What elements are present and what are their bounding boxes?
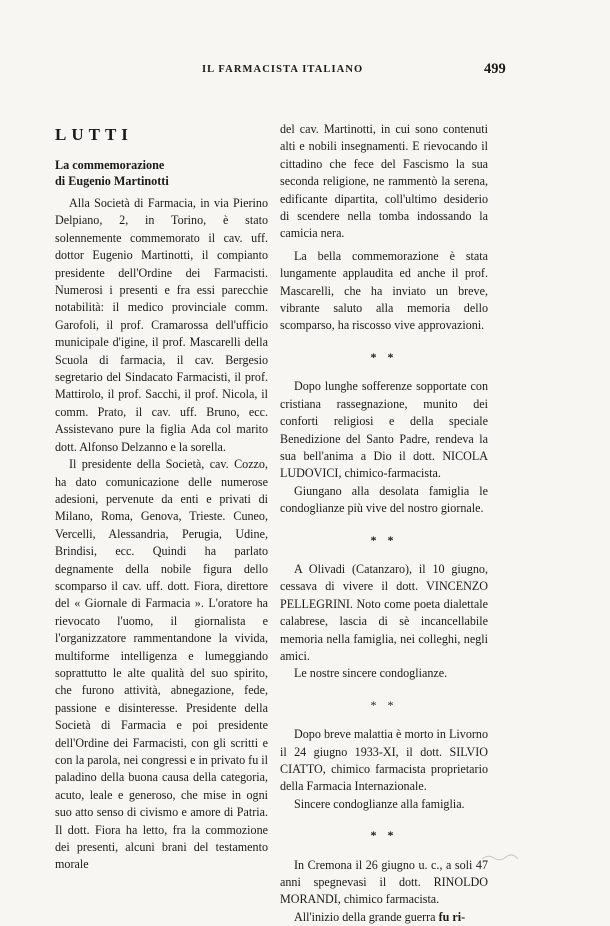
section-separator: * *: [370, 349, 398, 364]
faint-stamp-mark: [480, 850, 520, 864]
page-number: 499: [484, 61, 506, 77]
obituary-notice-start: [280, 909, 488, 926]
condolence-text: Sincere condoglianze alla famiglia.: [294, 796, 465, 811]
section-separator: * *: [370, 532, 398, 547]
running-header: IL FARMACISTA ITALIANO: [202, 64, 364, 75]
right-column: [280, 121, 488, 926]
obituary-notice: Dopo breve malattia è morto in Livorno il 24 giugno 1933-XI, il dott. SILVIO CIATTO, chimico farmacista proprietario della Farmacia Internazionale.: [280, 727, 488, 794]
article-title: [55, 157, 268, 189]
article-title-line1: La commemorazione: [55, 158, 165, 172]
section-title: LUTTI: [55, 125, 133, 144]
section-separator: * *: [370, 828, 398, 843]
obituary-notice: In Cremona il 26 giugno u. c., a soli 47 anni spegnevasi il dott. RINOLDO MORANDI, chimico farmacista.: [280, 857, 488, 907]
condolence-text: Le nostre sincere condoglianze.: [294, 666, 448, 681]
article-title-line2: di Eugenio Martinotti: [55, 174, 169, 188]
paragraph: La bella commemorazione è stata lungamente applaudita ed anche il prof. Mascarelli, che ha inviato un breve, vibrante saluto alla memoria dello scomparso, ha riscosso vive approvazioni.: [280, 248, 488, 333]
obituary-notice: A Olivadi (Catanzaro), il 10 giugno, cessava di vivere il dott. VINCENZO PELLEGRINI. Noto come poeta dialettale calabrese, lascia di sè incancellabile memoria nella famiglia, nei colleghi, negli amici.: [280, 561, 488, 663]
last-line-bold-text: fu ri-: [438, 909, 466, 924]
obituary-notice: Dopo lunghe sofferenze sopportate con cristiana rassegnazione, munito dei conforti religiosi e della speciale Benedizione del Santo Padre, rendeva la sua bell'anima a Dio il dott. NICOLA LUDOVICI, chimico-farmacista.: [280, 379, 488, 481]
left-column: [55, 121, 268, 874]
section-separator: * *: [370, 697, 398, 712]
paragraph: Il presidente della Società, cav. Cozzo, ha dato comunicazione delle numerose adesioni, pervenute da enti e privati di Milano, Roma, Genova, Trieste. Cuneo, Vercelli, Alessandria, Perugia, Udine, Brindisi, ecc. Quindi ha parlato degnamente della nobile figura dello scomparso il cav. uff. dott. Fiora, direttore del « Giornale di Farmacia ». L'oratore ha rievocato l'uomo, il giornalista e l'organizzatore rammentandone la vivida, multiforme intelligenza e lumeggiando soprattutto le alte qualità del suo spirito, che furono attività, abnegazione, fede, passione e disinteresse. Presidente della Società di Farmacia e poi presidente dell'Ordine dei Farmacisti, con gli scritti e con la parola, nei congressi e in privato fu il paladino della buona causa della categoria, acuto, leale e generoso, che mise in ogni suo atto senso di civismo e amore di Patria. Il dott. Fiora ha letto, fra la commozione dei presenti, alcuni brani del testamento morale: [55, 457, 268, 872]
last-line-text: All'inizio della grande guerra: [294, 909, 436, 924]
condolence-text: Giungano alla desolata famiglia le condoglianze più vive del nostro giornale.: [280, 483, 488, 516]
continuation-paragraph: del cav. Martinotti, in cui sono contenuti alti e nobili insegnamenti. E rievocando il cittadino che fece del Fascismo la sua seconda religione, ne rammentò la serena, edificante dipartita, coll'ultimo desiderio di scendere nella tomba indossando la camicia nera.: [280, 122, 488, 241]
paragraph: Alla Società di Farmacia, in via Pierino Delpiano, 2, in Torino, è stato solennemente commemorato il cav. uff. dottor Eugenio Martinotti, il compianto presidente dell'Ordine dei Farmacisti. Numerosi i presenti e fra essi parecchie notabilità: il medico provinciale comm. Garofoli, il prof. Cramarossa dell'ufficio municipale d'igine, il prof. Mascarelli della Scuola di farmacia, il cav. Bergesio segretario del Sindacato Farmacisti, il prof. Mattirolo, il prof. Sacchi, il prof. Nicola, il comm. Prato, il cav. uff. Bruno, ecc. Assistevano pure la figlia Ada col marito dott. Alfonso Delzanno e la sorella.: [55, 196, 268, 454]
